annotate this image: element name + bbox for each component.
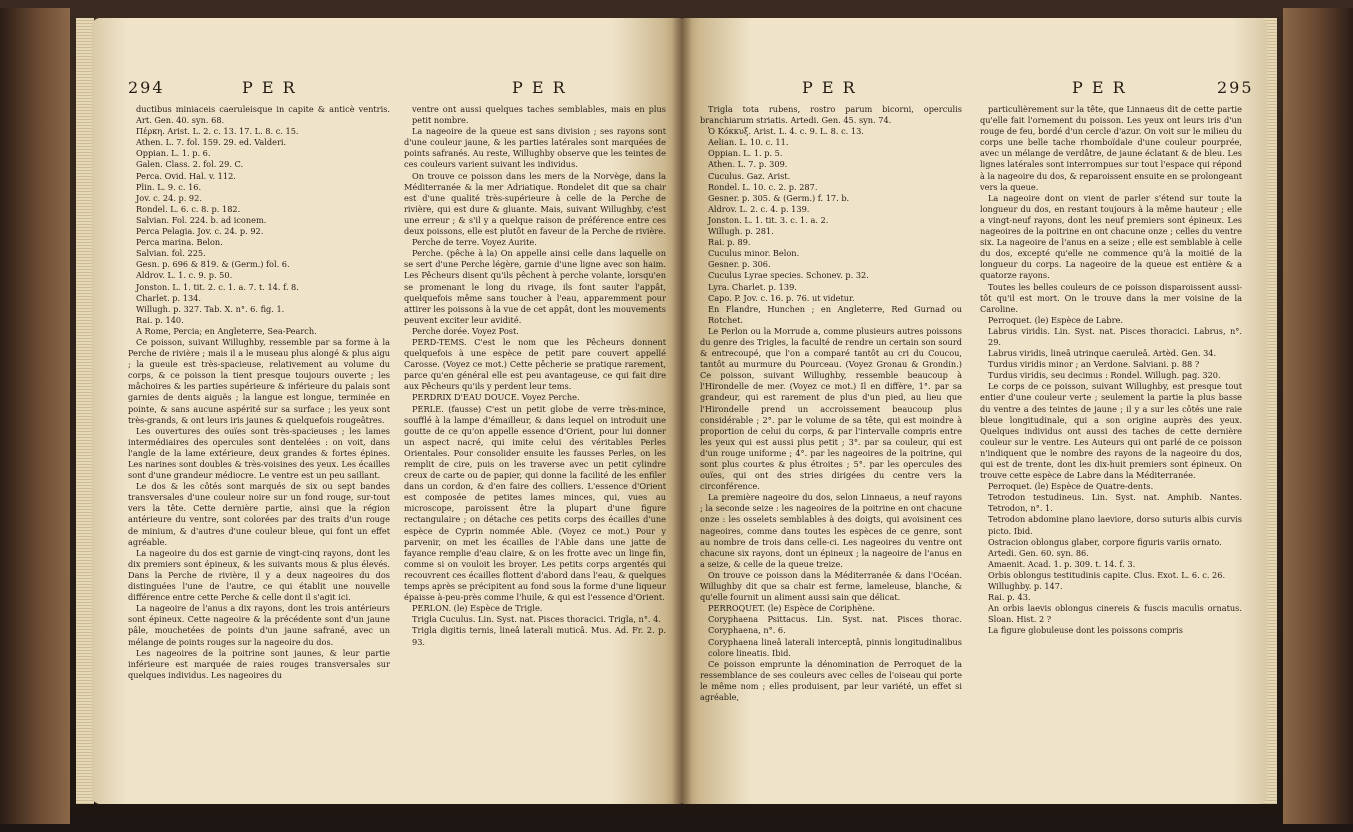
paragraph: Capo. P. Jov. c. 16. p. 76. ut videtur. [708,292,855,303]
paragraph: Les nageoires de la poitrine sont jaunes, & leur partie inférieure est marquée de raies rouges transversales sur quelques individus. Les nageoires du [128,647,390,680]
paragraph: Perche dorée. Voyez Post. [412,325,519,336]
paragraph: Gesner. p. 305. & (Germ.) f. 17. b. [708,192,850,203]
paragraph: Trigla digitis ternis, lineâ laterali muticâ. Mus. Ad. Fr. 2. p. 93. [412,625,666,647]
paragraph: Turdus viridis, seu decimus : Rondel. Willugh. pag. 320. [988,370,1221,381]
paragraph: Charlet. p. 134. [136,292,201,303]
paragraph: Labrus viridis. Lin. Syst. nat. Pisces thoracici. Labrus, n°. 29. [988,325,1242,347]
paragraph: Salvian. fol. 225. [136,248,206,259]
running-head-right: P E R [1072,78,1127,97]
paragraph: Le corps de ce poisson, suivant Willughby, est presque tout entier d'une couleur verte ; seulement la partie la plus basse du ventre a des teintes de jaune ; il y a sur les côtés une raie bleue longitudinale, qui a son origine auprès des yeux. Quelques individus ont aussi des taches de cette dernière couleur sur le ventre. Les Auteurs qui ont parlé de ce poisson n'indiquent que le nombre des rayons de la nageoire du dos, qui est de trente, dont les dix-huit premiers sont épineux. On trouve cette espèce de Labre dans la Méditerranée. [980,381,1242,481]
paragraph: Cuculus minor. Belon. [708,248,800,259]
paragraph: PERD-TEMS. C'est le nom que les Pêcheurs donnent quelquefois à une espèce de petit pare couvert appellé Carosse. (Voyez ce mot.) Cette pêcherie se pratique rarement, parce qu'en général elle est peu avantageuse, ce qui fait dire aux Pêcheurs qu'ils y perdent leur tems. [404,336,666,392]
paragraph: A Rome, Percia; en Angleterre, Sea-Pearch. [136,325,317,336]
paragraph: Salvian. Fol. 224. b. ad iconem. [136,214,267,225]
left-page-column-b [404,104,666,648]
paragraph: ductibus miniaceis caeruleisque in capite & anticè ventris. Art. Gen. 40. syn. 68. [136,104,390,126]
paragraph: Perche. (pêche à la) On appelle ainsi celle dans laquelle on se sert d'une Perche légère, garnie d'une ligne avec son haim. Les Pêcheurs disent qu'ils pêchent à perche volante, lorsqu'en se promenant le long du rivage, ils font sauter l'appât, quelquefois même sans toucher à l'eau, apparemment pour attirer les poissons à la vue de cet appât, dont les mouvements peuvent exciter leur avidité. [404,248,666,325]
paragraph: Πέρκη. Arist. L. 2. c. 13. 17. L. 8. c. 15. [136,126,299,137]
paragraph: Perroquet. (le) Espèce de Quatre-dents. [988,481,1154,492]
right-page-column-a [700,104,962,703]
paragraph: Jonston. L. 1. tit. 2. c. 1. a. 7. t. 14. f. 8. [136,281,299,292]
paragraph: Gesner. p. 306. [708,259,771,270]
paragraph: Labrus viridis, lineâ utrinque caeruleâ. Artèd. Gen. 34. [988,348,1217,359]
paragraph: Athen. L. 7. p. 309. [708,159,788,170]
paragraph: Artedi. Gen. 60. syn. 86. [988,547,1089,558]
paragraph: Perca. Ovid. Hal. v. 112. [136,170,236,181]
paragraph: Aelian. L. 10. c. 11. [708,137,789,148]
paragraph: Jonston. L. 1. tit. 3. c. 1. a. 2. [708,214,829,225]
book-cover-left [0,8,70,824]
paragraph: On trouve ce poisson dans les mers de la Norvège, dans la Méditerranée & la mer Adriatique. Rondelet dit que sa chair est d'une qualité très-supérieure à celle de la Perche de rivière, qui est dure & gluante. Mais, suivant Willughby, c'est une erreur ; & s'il y a quelque raison de préférence entre ces deux poissons, elle est plutôt en faveur de la Perche de rivière. [404,170,666,237]
paragraph: Rai. p. 140. [136,314,184,325]
paragraph: Willughby. p. 147. [988,581,1063,592]
paragraph: Aldrov. L. 1. c. 9. p. 50. [136,270,233,281]
paragraph: Turdus viridis minor ; an Verdone. Salviani. p. 88 ? [988,359,1200,370]
right-page [682,18,1267,804]
paragraph: Le Perlon ou la Morrude a, comme plusieurs autres poissons du genre des Trigles, la faculté de rendre un certain son sourd & entrecoupé, que l'on a comparé tantôt au cri du Coucou, tantôt au murmure du Pourceau. (Voyez Gronau & Grondin.) Ce poisson, suivant Willughby, ressemble beaucoup à l'Hirondelle de mer. (Voyez ce mot.) Il en diffère, 1°. par sa grandeur, qui est rarement de plus d'un pied, au lieu que l'Hirondelle prend un accroissement beaucoup plus considérable ; 2°. par le volume de sa tête, qui est moindre à proportion de celui du corps, & par l'intervalle compris entre les yeux qui est aussi plus petit ; 3°. par sa couleur, qui est d'un rouge uniforme ; 4°. par les nageoires de la poitrine, qui sont plus courtes & plus étroites ; 5°. par les opercules des ouïes, qui ont des stries dirigées du centre vers la circonférence. [700,325,962,492]
paragraph: Perche de terre. Voyez Aurite. [412,237,537,248]
paragraph: Aldrov. L. 2. c. 4. p. 139. [708,203,810,214]
paragraph: Cuculus Lyrae species. Schonev. p. 32. [708,270,869,281]
paragraph: Ostracion oblongus glaber, corpore figuris variis ornato. [988,536,1222,547]
paragraph: Trigla Cuculus. Lin. Syst. nat. Pisces thoracici. Trigla, n°. 4. [412,614,661,625]
paragraph: La nageoire de l'anus a dix rayons, dont les trois antérieurs sont épineux. Cette nageoire & la précédente sont d'un jaune pâle, mouchetées de points d'un jaune safrané, avec un mélange de points rouges sur la nageoire du dos. [128,603,390,647]
paragraph: PERDRIX D'EAU DOUCE. Voyez Perche. [412,392,580,403]
paragraph: On trouve ce poisson dans la Méditerranée & dans l'Océan. Willughby dit que sa chair est ferme, lameleuse, blanche, & qu'elle fournit un aliment aussi sain que délicat. [700,569,962,603]
paragraph: La nageoire dont on vient de parler s'étend sur toute la longueur du dos, en restant toujours à la même hauteur ; elle a vingt-neuf rayons, dont les neuf premiers sont épineux. Les nageoires de la poitrine en ont chacune onze ; celles du ventre six. La nageoire de l'anus en a seize ; elle est semblable à celle du dos, excepté qu'elle ne commence qu'à la moitié de la longueur du corps. La nageoire de la queue est entière & a quatorze rayons. [980,192,1242,281]
paragraph: Oppian. L. 1. p. 5. [708,148,783,159]
paragraph: En Flandre, Hunchen ; en Angleterre, Red Gurnad ou Rotchet. [708,303,962,325]
running-head-right: P E R [512,78,567,97]
paragraph: Tetrodon abdomine plano laeviore, dorso suturis albis curvis picto. Ibid. [988,514,1242,536]
paragraph: Coryphaena lineâ laterali interceptâ, pinnis longitudinalibus colore lineatis. Ibid. [708,636,962,658]
paragraph: Tetrodon testudineus. Lin. Syst. nat. Amphib. Nantes. Tetrodon, n°. 1. [988,492,1242,514]
paragraph: Orbis oblongus testitudinis capite. Clus. Exot. L. 6. c. 26. [988,569,1226,580]
paragraph: La nageoire du dos est garnie de vingt-cinq rayons, dont les dix premiers sont épineux, & les suivants mous & plus élevés. Dans la Perche de rivière, il y a deux nageoires du dos distinguées l'une de l'autre, ce qui établit une nouvelle différence entre cette Perche & celle dont il s'agit ici. [128,547,390,603]
right-page-header [682,78,1267,100]
right-page-column-b [980,104,1242,637]
paragraph: Rondel. L. 6. c. 8. p. 182. [136,203,241,214]
paragraph: Rondel. L. 10. c. 2. p. 287. [708,181,818,192]
running-head-left: P E R [242,78,297,97]
paragraph: Amaenit. Acad. 1. p. 309. t. 14. f. 3. [988,558,1136,569]
paragraph: Willugh. p. 281. [708,226,774,237]
paragraph: Perca marina. Belon. [136,237,223,248]
paragraph: La figure globuleuse dont les poissons compris [988,625,1184,636]
page-number: 294 [128,78,165,97]
paragraph: Gesn. p. 696 & 819. & (Germ.) fol. 6. [136,259,290,270]
left-page-column-a [128,104,390,681]
paragraph: PERROQUET. (le) Espèce de Coriphène. [708,603,875,614]
book-cover-right [1283,8,1353,824]
paragraph: Toutes les belles couleurs de ce poisson disparoissent aussi-tôt qu'il est mort. On le trouve dans la mer voisine de la Caroline. [980,281,1242,314]
paragraph: Lyra. Charlet. p. 139. [708,281,797,292]
paragraph: La nageoire de la queue est sans division ; ses rayons sont d'une couleur jaune, & les parties latérales sont marquées de points safranés. Au reste, Willughby observe que les teintes de ces couleurs varient suivant les individus. [404,126,666,170]
paragraph: An orbis laevis oblongus cinereis & fuscis maculis ornatus. Sloan. Hist. 2 ? [988,603,1242,625]
left-page [92,18,682,804]
paragraph: Ὁ Κόκκυξ. Arist. L. 4. c. 9. L. 8. c. 13. [708,126,864,137]
paragraph: Rai. p. 89. [708,237,751,248]
book-gutter [672,18,692,804]
paragraph: Perca Pelagia. Jov. c. 24. p. 92. [136,226,264,237]
paragraph: Galen. Class. 2. fol. 29. C. [136,159,244,170]
paragraph: Willugh. p. 327. Tab. X. n°. 6. fig. 1. [136,303,285,314]
paragraph: Les ouvertures des ouïes sont très-spacieuses ; les lames intermédiaires des opercules sont dentelées : on voit, dans l'angle de la lame extérieure, deux grandes & fortes épines. Les narines sont doubles & très-voisines des yeux. Les écailles sont d'une grandeur médiocre. Le ventre est un peu saillant. [128,425,390,481]
paragraph: PERLE. (fausse) C'est un petit globe de verre très-mince, soufflé à la lampe d'émailleur, & dans lequel on introduit une goutte de ce qu'on appelle essence d'Orient, pour lui donner un aspect nacré, qui imite celui des véritables Perles Orientales. Pour consolider ensuite les fausses Perles, on les remplit de cire, puis on les traverse avec un petit cylindre creux de carte ou de papier, qui donne la facilité de les enfiler dans un cordon, & d'en faire des colliers. L'essence d'Orient est composée de petites lames minces, qui, vues au microscope, paroissent être la plupart d'une figure rectangulaire ; on détache ces petits corps des écailles d'une espèce de Cyprin nommée Able. (Voyez ce mot.) Pour y parvenir, on met les écailles de l'Able dans une jatte de fayance remplie d'eau claire, & on les frotte avec un linge fin, comme si on vouloit les broyer. Les petits corps argentés qui recouvrent ces écailles flottent d'abord dans l'eau, & quelques temps après se précipitent au fond sous la forme d'une liqueur épaisse à-peu-près comme l'huile, & qui est l'essence d'Orient. [404,403,666,603]
paragraph: particulièrement sur la tête, que Linnaeus dit de cette partie qu'elle fait l'ornement du poisson. Les yeux ont leurs iris d'un rouge de feu, bordé d'un cercle d'azur. On voit sur le milieu du corps une belle tache rhomboïdale d'une couleur pourprée, avec un mélange de verdâtre, de jaune éclatant & de bleu. Les lignes latérales sont interrompues sur tout l'espace qui répond à la nageoire du dos, & reparoissent ensuite en se prolongeant vers la queue. [980,104,1242,192]
paragraph: Ce poisson emprunte la dénomination de Perroquet de la ressemblance de ses couleurs avec celles de l'oiseau qui porte le même nom ; elles produisent, par leur variété, un effet si agréable, [700,658,962,702]
running-head-left: P E R [802,78,857,97]
paragraph: Cuculus. Gaz. Arist. [708,170,791,181]
paragraph: Coryphaena Psittacus. Lin. Syst. nat. Pisces thorac. Coryphaena, n°. 6. [708,614,962,636]
paragraph: PERLON. (le) Espèce de Trigle. [412,603,543,614]
paragraph: Plin. L. 9. c. 16. [136,181,202,192]
left-page-header [92,78,682,100]
paragraph: Jov. c. 24. p. 92. [136,192,202,203]
page-number: 295 [1217,78,1254,97]
paragraph: Trigla tota rubens, rostro parum bicorni, operculis branchiarum striatis. Artedi. Gen. 45. syn. 74. [700,104,962,126]
paragraph: Le dos & les côtés sont marqués de six ou sept bandes transversales d'une couleur noire sur un fond rouge, sur-tout vers la tête. Cette dernière partie, ainsi que la région antérieure du ventre, sont colorées par des traits d'un rouge de minium, & d'autres d'une couleur bleue, qui font un effet agréable. [128,481,390,547]
paragraph: Ce poisson, suivant Willughby, ressemble par sa forme à la Perche de rivière ; mais il a le museau plus alongé & plus aigu ; la gueule est très-spacieuse, relativement au volume du corps, & ce poisson la tient presque toujours ouverte ; les mâchoires & les parties supérieure & inférieure du palais sont garnies de dents aiguës ; la langue est longue, terminée en pointe, & sans aucune aspérité sur sa surface ; les yeux sont très-grands, & ont leurs iris jaunes & quelquefois rougeâtres. [128,336,390,425]
paragraph: Oppian. L. 1. p. 6. [136,148,211,159]
paragraph: Perroquet. (le) Espèce de Labre. [988,314,1123,325]
paragraph: Athen. L. 7. fol. 159. 29. ed. Valderi. [136,137,287,148]
paragraph: Rai. p. 43. [988,592,1031,603]
paragraph: La première nageoire du dos, selon Linnaeus, a neuf rayons ; la seconde seize : les nageoires de la poitrine en ont chacune onze : les osselets semblables à des doigts, qui avoisinent ces nageoires, comme dans toutes les espèces de ce genre, sont au nombre de trois dans celle-ci. Les nageoires du ventre ont chacune six rayons, dont un épineux ; la nageoire de l'anus en a seize, & celle de la queue treize. [700,492,962,569]
paragraph: ventre ont aussi quelques taches semblables, mais en plus petit nombre. [412,104,666,126]
